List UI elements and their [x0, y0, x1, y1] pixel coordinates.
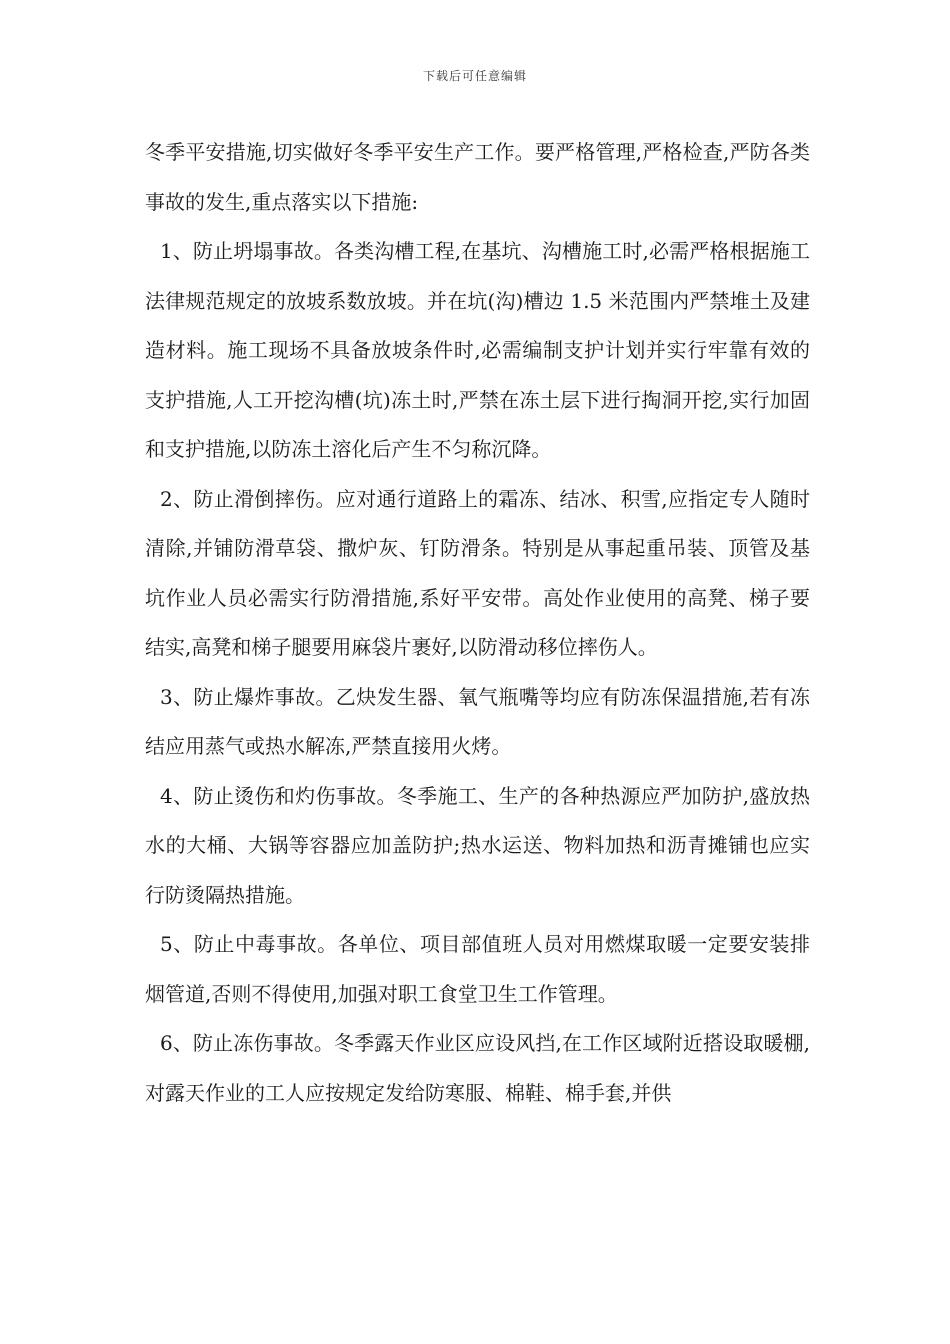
paragraph-intro: 冬季平安措施,切实做好冬季平安生产工作。要严格管理,严格检查,严防各类事故的发生,重点落实以下措施:	[145, 140, 810, 214]
page-header-note: 下载后可任意编辑	[422, 69, 527, 83]
paragraph-item-6: 6、防止冻伤事故。冬季露天作业区应设风挡,在工作区域附近搭设取暖棚,对露天作业的工人应按规定发给防寒服、棉鞋、棉手套,并供	[145, 1031, 810, 1105]
document-body	[145, 128, 810, 1118]
paragraph-item-5: 5、防止中毒事故。各单位、项目部值班人员对用燃煤取暖一定要安装排烟管道,否则不得使用,加强对职工食堂卫生工作管理。	[145, 932, 810, 1006]
paragraph-item-3: 3、防止爆炸事故。乙炔发生器、氧气瓶嘴等均应有防冻保温措施,若有冻结应用蒸气或热水解冻,严禁直接用火烤。	[145, 684, 810, 758]
paragraph-item-1: 1、防止坍塌事故。各类沟槽工程,在基坑、沟槽施工时,必需严格根据施工法律规范规定的放坡系数放坡。并在坑(沟)槽边 1.5 米范围内严禁堆土及建造材料。施工现场不具备放坡条件时,必需编制支护计划并实行牢靠有效的支护措施,人工开挖沟槽(坑)冻土时,严禁在冻土层下进行掏洞开挖,实行加固和支护措施,以防冻土溶化后产生不匀称沉降。	[145, 239, 810, 461]
paragraph-item-2: 2、防止滑倒摔伤。应对通行道路上的霜冻、结冰、积雪,应指定专人随时清除,并铺防滑草袋、撒炉灰、钉防滑条。特别是从事起重吊装、顶管及基坑作业人员必需实行防滑措施,系好平安带。高处作业使用的高凳、梯子要结实,高凳和梯子腿要用麻袋片裹好,以防滑动移位摔伤人。	[145, 486, 810, 659]
paragraph-item-4: 4、防止烫伤和灼伤事故。冬季施工、生产的各种热源应严加防护,盛放热水的大桶、大锅等容器应加盖防护;热水运送、物料加热和沥青摊铺也应实行防烫隔热措施。	[145, 783, 810, 907]
